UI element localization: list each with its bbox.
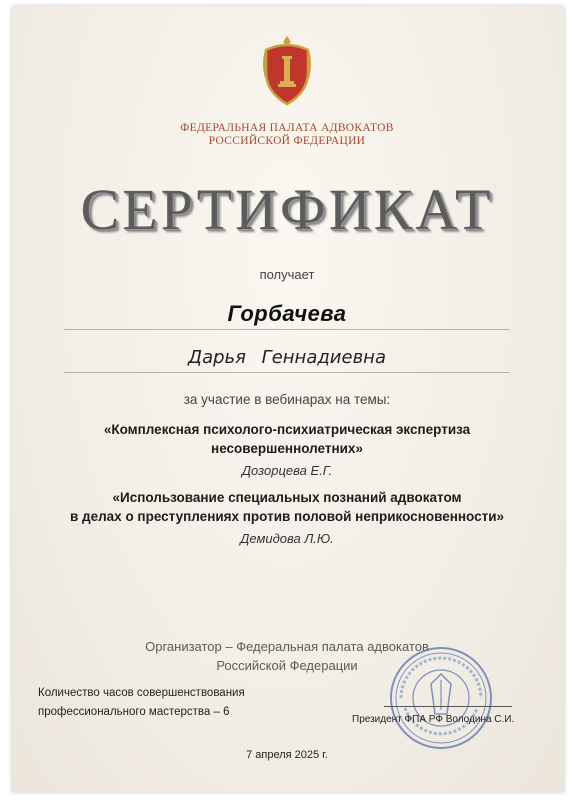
organizer-line1: Организатор – Федеральная палата адвокатов	[145, 639, 429, 654]
name-underline	[64, 372, 510, 373]
president-signature-label: Президент ФПА РФ Володина С.И.	[352, 714, 515, 725]
fpa-shield-emblem-icon	[258, 34, 316, 106]
org-name-line1: ФЕДЕРАЛЬНАЯ ПАЛАТА АДВОКАТОВ	[180, 122, 394, 134]
hours-line2: профессионального мастерства – 6	[38, 706, 230, 718]
recipient-name-patronymic: Дарья Геннадиевна	[188, 347, 386, 368]
topic-2-author: Демидова Л.Ю.	[240, 531, 334, 546]
topic-1-author: Дозорцева Е.Г.	[241, 463, 333, 478]
topic-2-line1: «Использование специальных познаний адвокатом	[112, 490, 462, 505]
recipient-surname: Горбачева	[227, 301, 347, 326]
organizer-line2: Российской Федерации	[216, 658, 358, 673]
round-seal-stamp-icon	[387, 644, 495, 752]
surname-underline	[64, 329, 510, 330]
hours-block	[38, 684, 245, 722]
topic-1-line1: «Комплексная психолого-психиатрическая экспертиза	[103, 422, 471, 437]
receives-label: получает	[259, 267, 315, 282]
topic-1-line2: несовершеннолетних»	[211, 441, 363, 456]
topic-2-line2: в делах о преступлениях против половой неприкосновенности»	[69, 509, 505, 524]
issue-date: 7 апреля 2025 г.	[246, 749, 328, 761]
hours-line1: Количество часов совершенствования	[38, 687, 245, 699]
signature-line	[384, 706, 512, 707]
participation-label: за участие в вебинарах на темы:	[183, 392, 391, 407]
org-name-line2: РОССИЙСКОЙ ФЕДЕРАЦИИ	[208, 135, 366, 147]
certificate-title: СЕРТИФИКАТ	[80, 177, 494, 242]
